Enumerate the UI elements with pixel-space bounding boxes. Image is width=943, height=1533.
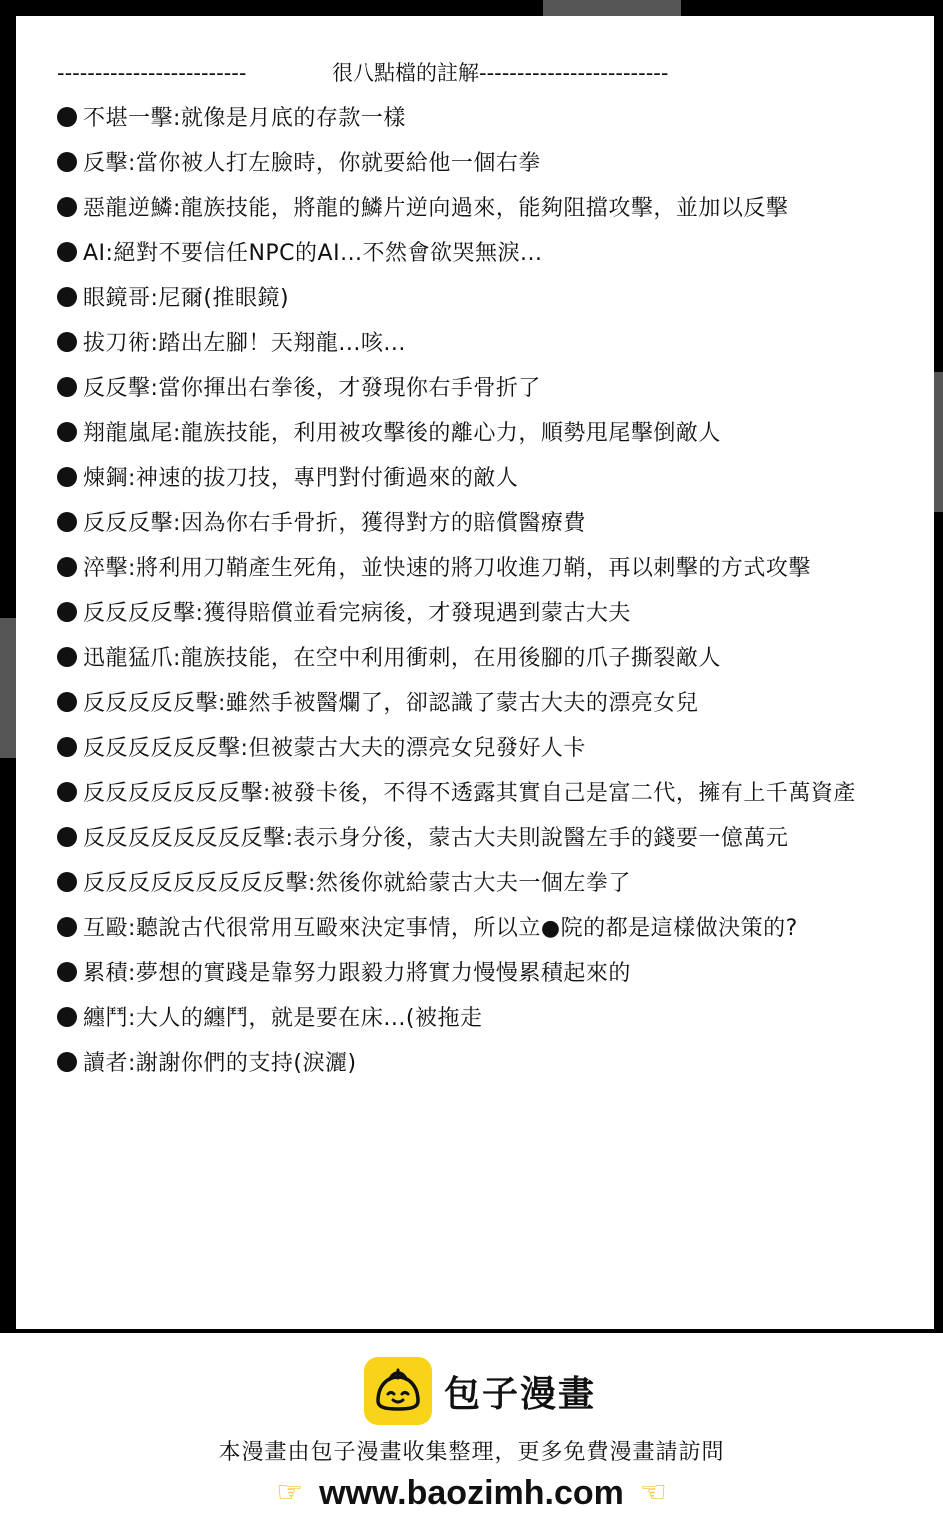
pointing-hand-icon: ☞	[276, 1475, 304, 1510]
brand[interactable]	[364, 1357, 596, 1425]
note-item	[57, 636, 857, 681]
note-item	[57, 186, 857, 231]
brand-name[interactable]: 包子漫畫	[444, 1373, 597, 1415]
site-url-link[interactable]: www.baozimh.com	[319, 1473, 624, 1512]
bullet-icon	[57, 152, 77, 172]
notes-title-line	[57, 51, 857, 96]
note-list	[57, 96, 857, 1086]
note-item	[57, 591, 857, 636]
note-text: 惡龍逆鱗:龍族技能，將龍的鱗片逆向過來，能夠阻擋攻擊，並加以反擊	[83, 196, 789, 221]
frame-strip-right	[934, 372, 943, 512]
note-item	[57, 1041, 857, 1086]
note-text: 拔刀術:踏出左腳！天翔龍...咳...	[83, 331, 406, 356]
note-text: 眼鏡哥:尼爾(推眼鏡)	[83, 286, 290, 311]
bullet-icon	[57, 1052, 77, 1072]
note-text: 反反反反反擊:雖然手被醫爛了，卻認識了蒙古大夫的漂亮女兒	[83, 691, 699, 716]
title-dashes-left: -------------------------	[57, 61, 247, 85]
note-item	[57, 816, 857, 861]
frame-strip-left	[0, 618, 16, 758]
note-item	[57, 771, 857, 816]
note-text: 反反擊:當你揮出右拳後，才發現你右手骨折了	[83, 376, 541, 401]
notes-title: 很八點檔的註解	[332, 61, 479, 85]
bullet-icon	[57, 332, 77, 352]
bullet-icon	[57, 737, 77, 757]
note-item	[57, 906, 857, 951]
bullet-icon	[57, 377, 77, 397]
note-item	[57, 726, 857, 771]
footer-notice: 本漫畫由包子漫畫收集整理，更多免費漫畫請訪問	[218, 1440, 725, 1465]
bullet-icon	[57, 512, 77, 532]
bullet-icon	[57, 647, 77, 667]
frame-strip-top	[543, 0, 681, 16]
bullet-icon	[57, 872, 77, 892]
note-item	[57, 276, 857, 321]
bullet-icon	[57, 917, 77, 937]
bullet-icon	[57, 287, 77, 307]
note-item	[57, 681, 857, 726]
note-text: 煉鋼:神速的拔刀技，專門對付衝過來的敵人	[83, 466, 519, 491]
note-text: 反反反擊:因為你右手骨折，獲得對方的賠償醫療費	[83, 511, 586, 536]
note-item	[57, 141, 857, 186]
note-item	[57, 546, 857, 591]
note-item	[57, 96, 857, 141]
note-item	[57, 411, 857, 456]
bullet-icon	[57, 692, 77, 712]
note-text: 反反反反反反擊:但被蒙古大夫的漂亮女兒發好人卡	[83, 736, 586, 761]
bullet-icon	[57, 242, 77, 262]
bullet-icon	[57, 827, 77, 847]
note-text: 纏鬥:大人的纏鬥，就是要在床...(被拖走	[83, 1006, 483, 1031]
footer	[0, 1333, 943, 1533]
pointing-hand-icon: ☞	[639, 1475, 667, 1510]
note-text: 迅龍猛爪:龍族技能，在空中利用衝刺，在用後腳的爪子撕裂敵人	[83, 646, 721, 671]
note-text: 反反反反反反反反反擊:然後你就給蒙古大夫一個左拳了	[83, 871, 631, 896]
note-item	[57, 231, 857, 276]
bullet-icon	[57, 197, 77, 217]
notes-section	[57, 51, 857, 1086]
bullet-icon	[57, 557, 77, 577]
title-dashes-right: -------------------------	[479, 61, 669, 85]
bullet-icon	[57, 467, 77, 487]
bullet-icon	[57, 107, 77, 127]
note-text: 累積:夢想的實踐是靠努力跟毅力將實力慢慢累積起來的	[83, 961, 631, 986]
note-text: 反反反反反反反擊:被發卡後，不得不透露其實自己是富二代，擁有上千萬資產	[83, 781, 856, 806]
bullet-icon	[57, 1007, 77, 1027]
bullet-icon	[57, 422, 77, 442]
note-item	[57, 321, 857, 366]
note-text: 不堪一擊:就像是月底的存款一樣	[83, 106, 406, 131]
bullet-icon	[57, 962, 77, 982]
note-text: 淬擊:將利用刀鞘產生死角，並快速的將刀收進刀鞘，再以刺擊的方式攻擊	[83, 556, 811, 581]
bullet-icon	[57, 782, 77, 802]
note-text: 互毆:聽說古代很常用互毆來決定事情，所以立●院的都是這樣做決策的?	[83, 916, 798, 941]
note-item	[57, 996, 857, 1041]
note-text: 反反反反反反反反擊:表示身分後，蒙古大夫則說醫左手的錢要一億萬元	[83, 826, 789, 851]
note-text: 讀者:謝謝你們的支持(淚灑)	[83, 1051, 357, 1076]
note-text: 翔龍嵐尾:龍族技能，利用被攻擊後的離心力，順勢甩尾擊倒敵人	[83, 421, 721, 446]
note-text: AI:絕對不要信任NPC的AI...不然會欲哭無淚...	[83, 241, 543, 266]
note-item	[57, 861, 857, 906]
url-line	[0, 1473, 943, 1513]
note-text: 反反反反擊:獲得賠償並看完病後，才發現遇到蒙古大夫	[83, 601, 631, 626]
note-text: 反擊:當你被人打左臉時，你就要給他一個右拳	[83, 151, 541, 176]
note-item	[57, 456, 857, 501]
bullet-icon	[57, 602, 77, 622]
note-item	[57, 951, 857, 996]
note-item	[57, 501, 857, 546]
bun-logo-icon[interactable]	[364, 1357, 432, 1425]
note-item	[57, 366, 857, 411]
